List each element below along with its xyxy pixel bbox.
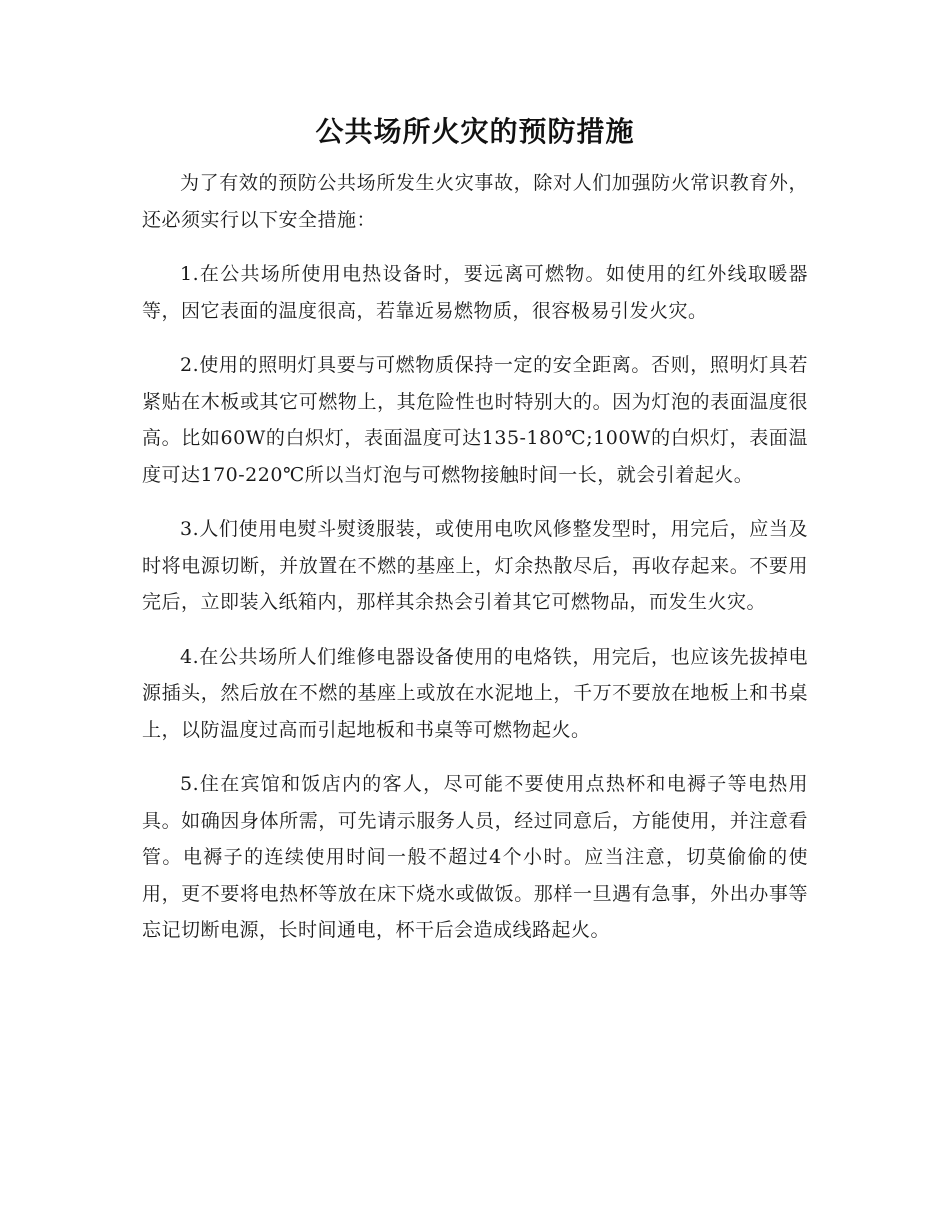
paragraph-intro: 为了有效的预防公共场所发生火灾事故，除对人们加强防火常识教育外，还必须实行以下安全措施： — [142, 172, 808, 231]
paragraph-item-2: 2.使用的照明灯具要与可燃物质保持一定的安全距离。否则，照明灯具若紧贴在木板或其它可燃物上，其危险性也时特别大的。因为灯泡的表面温度很高。比如60W的白炽灯，表面温度可达135-180℃;100W的白炽灯，表面温度可达170-220℃所以当灯泡与可燃物接触时间一长，就会引着起火。 — [142, 354, 808, 486]
paragraph-item-4: 4.在公共场所人们维修电器设备使用的电烙铁，用完后，也应该先拔掉电源插头，然后放在不燃的基座上或放在水泥地上，千万不要放在地板上和书桌上，以防温度过高而引起地板和书桌等可燃物起火。 — [142, 645, 808, 741]
paragraph-item-1: 1.在公共场所使用电热设备时，要远离可燃物。如使用的红外线取暖器等，因它表面的温度很高，若靠近易燃物质，很容极易引发火灾。 — [142, 263, 808, 322]
document-title: 公共场所火灾的预防措施 — [315, 115, 635, 148]
paragraph-item-3: 3.人们使用电熨斗熨烫服装，或使用电吹风修整发型时，用完后，应当及时将电源切断，并放置在不燃的基座上，灯余热散尽后，再收存起来。不要用完后，立即装入纸箱内，那样其余热会引着其它可燃物品，而发生火灾。 — [142, 518, 808, 613]
paragraph-item-5: 5.住在宾馆和饭店内的客人，尽可能不要使用点热杯和电褥子等电热用具。如确因身体所需，可先请示服务人员，经过同意后，方能使用，并注意看管。电褥子的连续使用时间一般不超过4个小时。应当注意，切莫偷偷的使用，更不要将电热杯等放在床下烧水或做饭。那样一旦遇有急事，外出办事等忘记切断电源，长时间通电，杯干后会造成线路起火。 — [142, 773, 808, 941]
document-body — [142, 165, 808, 967]
